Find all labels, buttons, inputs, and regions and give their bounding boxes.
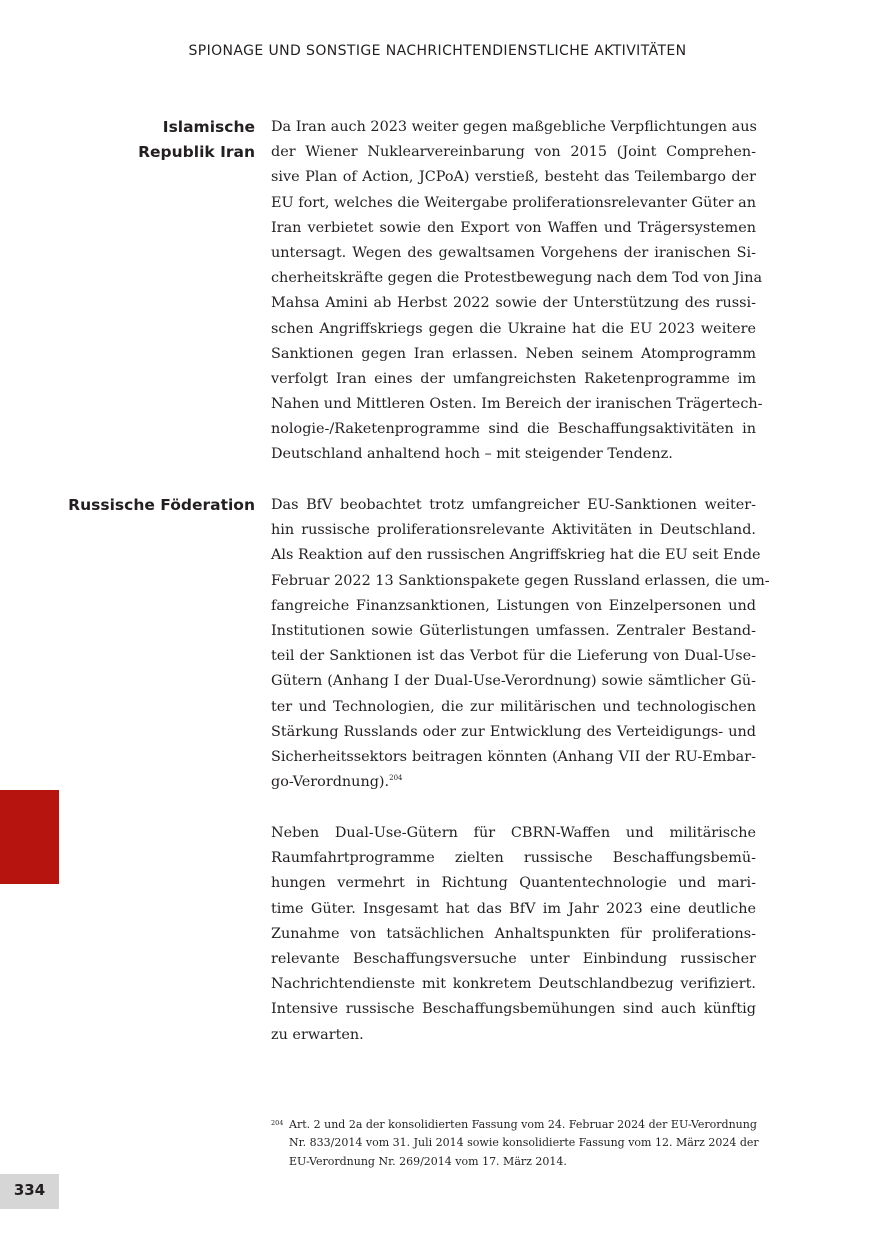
text-line: hungen vermehrt in Richtung Quantentechnologie und mari- xyxy=(271,875,756,892)
text-line: zu erwarten. xyxy=(271,1026,364,1043)
text-line: hin russische proliferationsrelevante Aktivitäten in Deutschland. xyxy=(271,522,756,539)
text-line: Stärkung Russlands oder zur Entwicklung des Verteidigungs- und xyxy=(271,723,756,740)
section-heading-russia xyxy=(68,493,255,518)
footnote-reference[interactable]: 204 xyxy=(389,774,403,783)
text-line: time Güter. Insgesamt hat das BfV im Jahr 2023 eine deutliche xyxy=(271,900,756,917)
text-line: fangreiche Finanzsanktionen, Listungen von Einzelpersonen und xyxy=(271,597,756,614)
text-line: Neben Dual-Use-Gütern für CBRN-Waffen und militärische xyxy=(271,825,756,841)
section-heading-iran xyxy=(138,115,255,165)
text-line: Institutionen sowie Güterlistungen umfassen. Zentraler Bestand- xyxy=(271,622,756,639)
section-heading-line: Republik Iran xyxy=(138,143,255,162)
text-line: Iran verbietet sowie den Export von Waffen und Trägersystemen xyxy=(271,219,756,236)
text-line: Sanktionen gegen Iran erlassen. Neben seinem Atomprogramm xyxy=(271,345,756,362)
text-line: relevante Beschaffungsversuche unter Einbindung russischer xyxy=(271,950,756,967)
text-line: Da Iran auch 2023 weiter gegen maßgebliche Verpflichtungen aus xyxy=(271,119,757,135)
text-line: Das BfV beobachtet trotz umfangreicher EU-Sanktionen weiter- xyxy=(271,497,756,513)
text-line: Zunahme von tatsächlichen Anhaltspunkten für proliferations- xyxy=(271,925,756,942)
text-line: Mahsa Amini ab Herbst 2022 sowie der Unterstützung des russi- xyxy=(271,295,756,312)
text-line: ter und Technologien, die zur militärischen und technologischen xyxy=(271,698,756,715)
text-line: Nahen und Mittleren Osten. Im Bereich der iranischen Trägertech- xyxy=(271,396,763,413)
text-line: sive Plan of Action, JCPoA) verstieß, besteht das Teilembargo der xyxy=(271,169,756,186)
chapter-tab-marker xyxy=(0,790,59,884)
footnote-number: 204 xyxy=(271,1119,284,1127)
text-line: Intensive russische Beschaffungsbemühungen sind auch künftig xyxy=(271,1001,756,1018)
paragraph-russia-2 xyxy=(271,821,756,1048)
footnote-line: EU-Verordnung Nr. 269/2014 vom 17. März 2014. xyxy=(289,1154,567,1168)
running-header: SPIONAGE UND SONSTIGE NACHRICHTENDIENSTLICHE AKTIVITÄTEN xyxy=(188,43,687,59)
text-line: Gütern (Anhang I der Dual-Use-Verordnung) sowie sämtlicher Gü- xyxy=(271,673,756,690)
text-line: nologie-/Raketenprogramme sind die Beschaffungsaktivitäten in xyxy=(271,421,756,438)
text-line: untersagt. Wegen des gewaltsamen Vorgehens der iranischen Si- xyxy=(271,244,756,261)
footnote-line: Nr. 833/2014 vom 31. Juli 2014 sowie konsolidierte Fassung vom 12. März 2024 der xyxy=(289,1136,759,1150)
page-number: 334 xyxy=(13,1181,46,1199)
text-line: Raumfahrtprogramme zielten russische Beschaffungsbemü- xyxy=(271,850,756,867)
footnote xyxy=(271,1116,759,1171)
text-line: Februar 2022 13 Sanktionspakete gegen Russland erlassen, die um- xyxy=(271,572,770,589)
text-line: Sicherheitssektors beitragen könnten (Anhang VII der RU-Embar- xyxy=(271,748,756,765)
text-line: go-Verordnung). xyxy=(271,774,390,791)
text-line: cherheitskräfte gegen die Protestbewegung nach dem Tod von Jina xyxy=(271,270,763,287)
text-line: der Wiener Nuklearvereinbarung von 2015 (Joint Comprehen- xyxy=(271,144,756,161)
text-line: teil der Sanktionen ist das Verbot für die Lieferung von Dual-Use- xyxy=(271,648,756,665)
section-heading-line: Islamische xyxy=(162,118,255,136)
footnote-line: Art. 2 und 2a der konsolidierten Fassung vom 24. Februar 2024 der EU-Verordnung xyxy=(289,1118,757,1131)
section-heading-line: Russische Föderation xyxy=(68,496,255,514)
text-line: Als Reaktion auf den russischen Angriffskrieg hat die EU seit Ende xyxy=(271,547,761,564)
paragraph-russia-1 xyxy=(271,493,770,795)
text-line: schen Angriffskriegs gegen die Ukraine hat die EU 2023 weitere xyxy=(271,320,756,337)
text-line: Nachrichtendienste mit konkretem Deutschlandbezug verifiziert. xyxy=(271,976,756,993)
text-line: verfolgt Iran eines der umfangreichsten Raketenprogramme im xyxy=(271,370,756,387)
text-line-with-footnote xyxy=(271,770,756,795)
paragraph-iran xyxy=(271,115,763,468)
text-line: Deutschland anhaltend hoch – mit steigender Tendenz. xyxy=(271,446,673,463)
footnote-text xyxy=(289,1116,759,1171)
text-line: EU fort, welches die Weitergabe proliferationsrelevanter Güter an xyxy=(271,194,756,211)
